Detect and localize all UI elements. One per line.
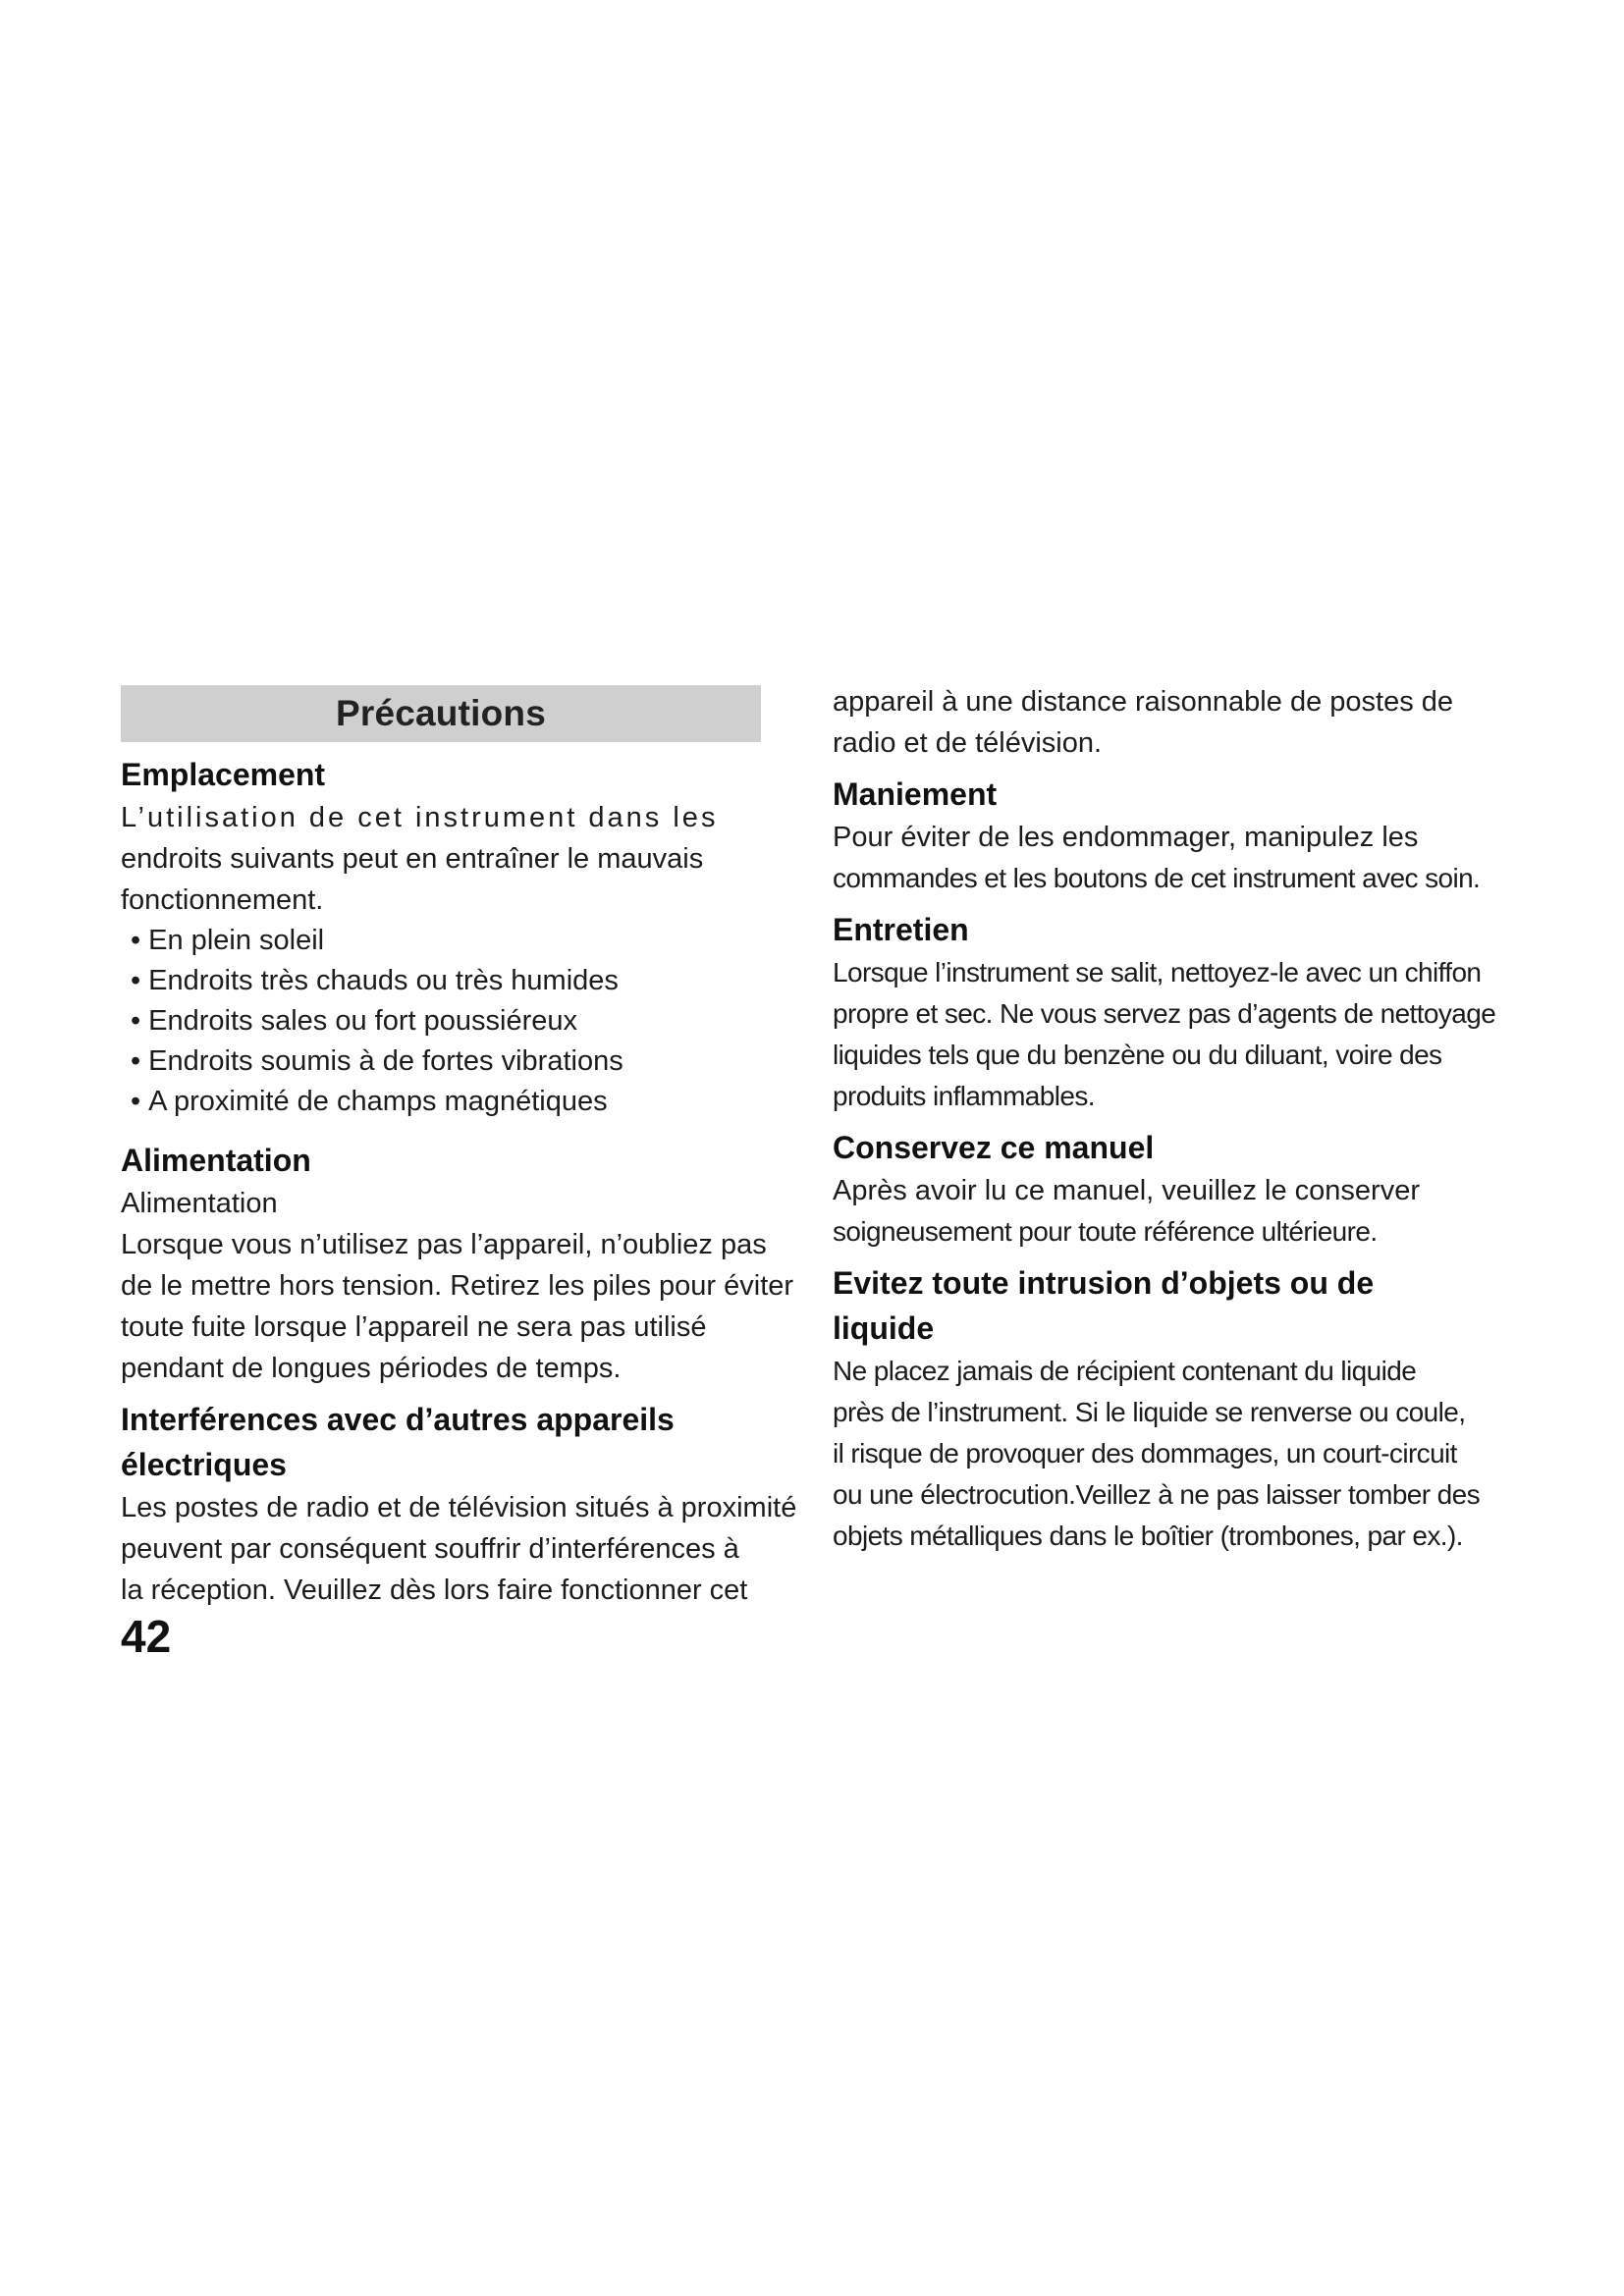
alimentation-subtitle: Alimentation [121, 1188, 278, 1219]
heading-evitez-line-2: liquide [833, 1310, 935, 1346]
section-entretien [833, 907, 1520, 1117]
entretien-line: produits inflammables. [833, 1081, 1095, 1111]
interferences-line: Les postes de radio et de télévision situés à proximité [121, 1492, 797, 1523]
heading-interferences-line-2: électriques [121, 1447, 287, 1482]
list-item: • Endroits soumis à de fortes vibrations [131, 1041, 808, 1082]
list-item: • Endroits sales ou fort poussiéreux [131, 1001, 808, 1041]
conservez-line: Après avoir lu ce manuel, veuillez le conserver [833, 1175, 1420, 1206]
heading-conservez: Conservez ce manuel [833, 1130, 1155, 1165]
evitez-line: objets métalliques dans le boîtier (trombones, par ex.). [833, 1521, 1463, 1551]
emplacement-intro-line-1: L’utilisation de cet instrument dans les [121, 802, 719, 833]
entretien-line: propre et sec. Ne vous servez pas d’agents de nettoyage [833, 998, 1496, 1029]
emplacement-intro-line-3: fonctionnement. [121, 884, 324, 916]
alimentation-line: toute fuite lorsque l’appareil ne sera pas utilisé [121, 1311, 707, 1343]
section-conservez [833, 1125, 1520, 1253]
alimentation-line: pendant de longues périodes de temps. [121, 1353, 622, 1384]
heading-entretien: Entretien [833, 912, 969, 947]
section-continuation [833, 681, 1520, 764]
alimentation-line: de le mettre hors tension. Retirez les piles pour éviter [121, 1270, 794, 1302]
heading-interferences-line-1: Interférences avec d’autres appareils [121, 1402, 675, 1437]
heading-alimentation: Alimentation [121, 1143, 311, 1178]
heading-evitez-line-1: Evitez toute intrusion d’objets ou de [833, 1265, 1375, 1301]
section-alimentation [121, 1138, 808, 1389]
emplacement-intro-line-2: endroits suivants peut en entraîner le mauvais [121, 843, 704, 875]
right-column [833, 681, 1520, 1557]
evitez-line: près de l’instrument. Si le liquide se renverse ou coule, [833, 1397, 1466, 1427]
conservez-line: soigneusement pour toute référence ultérieure. [833, 1216, 1378, 1247]
list-item: • Endroits très chauds ou très humides [131, 961, 808, 1001]
section-maniement [833, 772, 1520, 899]
page-title: Précautions [336, 693, 546, 733]
heading-maniement: Maniement [833, 776, 998, 812]
alimentation-line: Lorsque vous n’utilisez pas l’appareil, n’oubliez pas [121, 1229, 767, 1260]
page-title-bar [121, 685, 761, 742]
section-interferences [121, 1397, 808, 1611]
entretien-line: Lorsque l’instrument se salit, nettoyez-le avec un chiffon [833, 957, 1482, 988]
maniement-line: Pour éviter de les endommager, manipulez les [833, 822, 1419, 853]
heading-emplacement: Emplacement [121, 757, 326, 792]
evitez-line: il risque de provoquer des dommages, un court-circuit [833, 1438, 1457, 1468]
page-number: 42 [121, 1611, 172, 1662]
section-evitez [833, 1260, 1520, 1557]
entretien-line: liquides tels que du benzène ou du diluant, voire des [833, 1040, 1442, 1070]
maniement-line: commandes et les boutons de cet instrument avec soin. [833, 863, 1481, 893]
list-item: • A proximité de champs magnétiques [131, 1082, 808, 1122]
interferences-line: peuvent par conséquent souffrir d’interférences à [121, 1533, 739, 1565]
continuation-line: appareil à une distance raisonnable de postes de [833, 686, 1454, 718]
evitez-line: Ne placez jamais de récipient contenant du liquide [833, 1356, 1417, 1386]
left-column [121, 685, 808, 1611]
list-item: • En plein soleil [131, 921, 808, 961]
section-emplacement [121, 752, 808, 1122]
emplacement-list [121, 921, 808, 1122]
interferences-line: la réception. Veuillez dès lors faire fonctionner cet [121, 1575, 748, 1606]
evitez-line: ou une électrocution.Veillez à ne pas laisser tomber des [833, 1479, 1481, 1510]
continuation-line: radio et de télévision. [833, 727, 1103, 759]
